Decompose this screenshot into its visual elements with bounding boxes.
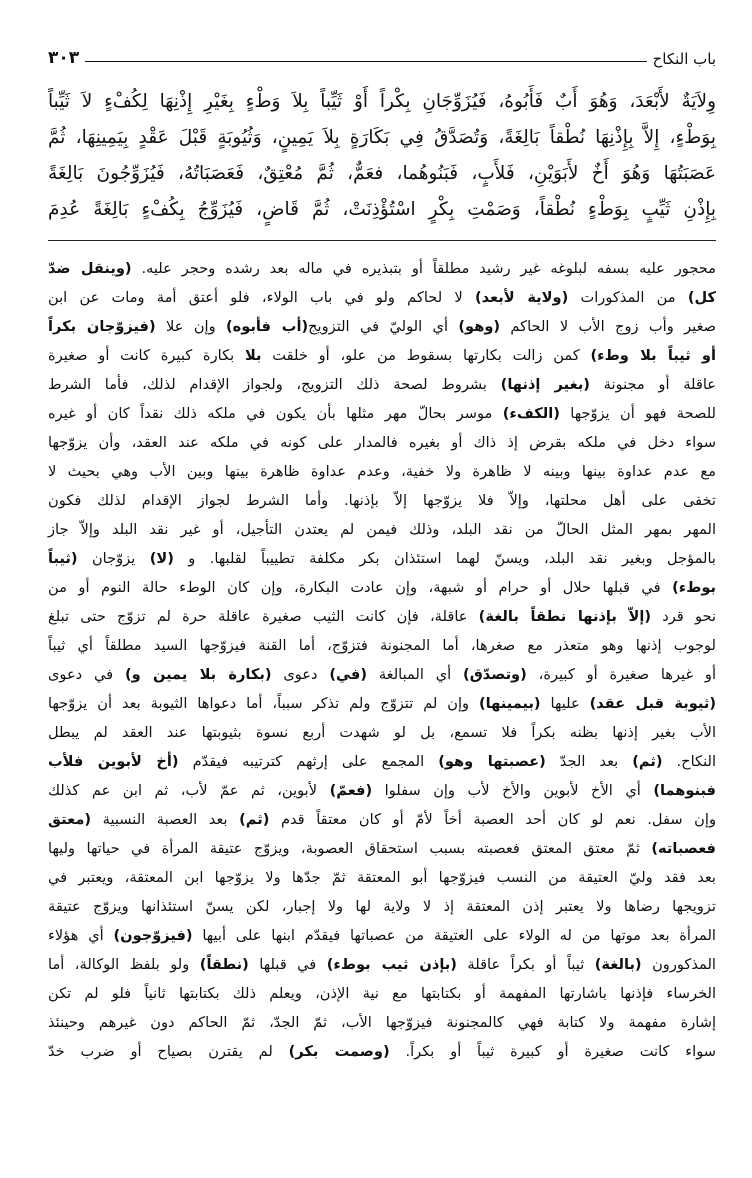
quoted-main-text: (فيزوّجون) [113, 927, 193, 944]
main-text-line: بِوَطْءٍ، إِلاَّ بِإِذْنِهَا نُطْقاً بَالِغَةً، وَتُصَدَّقُ فِي بَكَارَةٍ بِلاَ يَمِينٍ، وَثُيُوبَةٍ قَبْلَ عَقْدٍ بِيَمِينِهَا، ثُمَّ [48, 127, 716, 148]
commentary-segment: مع عدم عداوة بينها وبينه لا ظاهرة ولا خفية، وعدم عداوة ظاهرة بينها وبين الأب وهي بحيث لا [48, 463, 716, 480]
commentary-segment: المرأة بعد موتها من له الولاء على العتيقة من عصباتها فيقدّم ابنها على أبيها [192, 927, 716, 944]
quoted-main-text: (بكارة بلا يمين و) [124, 666, 272, 683]
commentary-segment: في دعوى [48, 666, 125, 683]
commentary-segment: أو غيرها صغيرة أو كبيرة، [526, 666, 717, 683]
commentary-line [48, 892, 716, 921]
quoted-main-text: (فعمّ) [329, 782, 373, 799]
quoted-main-text: (الكفء) [502, 405, 560, 422]
quoted-main-text: أو ثيباً بلا وطء) [590, 347, 716, 364]
quoted-main-text: (ثيوبة قبل عقد) [589, 695, 716, 712]
commentary-segment: المهر بمهر المثل الحالّ من نقد البلد، وذلك فيمن لم يعتدن التأجيل، أو غير نقد البلد وإلاّ جاز [48, 521, 716, 538]
commentary-segment: بكارة كبيرة كانت أو صغيرة [48, 347, 245, 364]
commentary-line [48, 747, 716, 776]
main-text [48, 84, 716, 228]
commentary-segment: ثمّ معتق المعتق فعصبته بسبب استحقاق العصوبة، ويزوّج عتيقة المرأة في حياتها وليها [48, 840, 652, 857]
quoted-main-text: (وتصدّق) [463, 666, 527, 683]
commentary-line [48, 602, 716, 631]
commentary-segment: عاقلة أو مجنونة [589, 376, 716, 393]
commentary-text [48, 254, 716, 1066]
commentary-line [48, 805, 716, 834]
quoted-main-text: (فيزوّجان بكراً [48, 318, 156, 335]
commentary-segment: وإن لم تتزوّج ولم تذكر سبباً، أما دعواها الثيوبة بعد أن يزوّجها [48, 695, 480, 712]
commentary-segment: بالمؤجل وبغير نقد البلد، ويسنّ لهما استئذان بكر مكلفة تطييباً لقلبها. و [173, 550, 716, 567]
commentary-segment: سواء كانت صغيرة أو كبيرة ثيباً أو بكراً. [389, 1043, 716, 1060]
commentary-segment: النكاح. [662, 753, 717, 770]
quoted-main-text: فبنوهما) [653, 782, 716, 799]
header-rule [85, 61, 646, 62]
quoted-main-text: (ولاية لأبعد) [474, 289, 569, 306]
commentary-line [48, 863, 716, 892]
commentary-segment: دعوى [271, 666, 330, 683]
commentary-line [48, 834, 716, 863]
quoted-main-text: (في) [329, 666, 368, 683]
commentary-segment: يزوّجان [77, 550, 150, 567]
commentary-segment: بعد الجدّ [545, 753, 633, 770]
commentary-segment: صغير وأب زوج الأب لا الحاكم [500, 318, 717, 335]
commentary-segment: الأب بغير إذنها بظنه بكراً فلا تسمع، بل لو شهدت أربع نسوة بثيوبتها عند العقد لم يبطل [48, 724, 716, 741]
commentary-line [48, 341, 716, 370]
quoted-main-text: فعصباته) [651, 840, 716, 857]
chapter-title: باب النكاح [652, 50, 716, 68]
commentary-segment: في قبلها [248, 956, 327, 973]
quoted-main-text: بلا [244, 347, 262, 364]
commentary-segment: سواء دخل في ملكه بقرض إذ ذاك أو بغيره فالمدار على كونه في ملكه عند العقد، وأن يزوّجها [48, 434, 716, 451]
commentary-line [48, 689, 716, 718]
quoted-main-text: (عصبتها وهو) [438, 753, 546, 770]
commentary-line [48, 428, 716, 457]
commentary-segment: الخرساء فإذنها باشارتها المفهمة أو بكتابتها مع نية الإذن، ويعلم ذلك بكتابتها ثانياً فلو لم تكن [48, 985, 716, 1002]
quoted-main-text: (أخ لأبوين فلأب [48, 753, 179, 770]
commentary-line [48, 254, 716, 283]
quoted-main-text: بوطء) [672, 579, 716, 596]
quoted-main-text: (إلاّ بإذنها نطقاً بالغة) [478, 608, 652, 625]
commentary-segment: من المذكورات [568, 289, 688, 306]
commentary-line [48, 979, 716, 1008]
commentary-segment: لأبوين، ثم عمّ لأب، ثم ابن عم كذلك [48, 782, 330, 799]
quoted-main-text: (ثم) [632, 753, 663, 770]
main-text-line: عَصَبَتُهَا وَهُوَ أَخٌ لأَبَوَيْنِ، فَلأَبٍ، فَبَنُوهُما، فعَمٌّ، ثُمَّ مُعْتِقٌ، فَعَصَبَاتُهُ، فَيُزَوِّجُونَ بَالِغَةً [48, 163, 716, 184]
page-number: ٣٠٣ [48, 48, 80, 68]
commentary-line [48, 921, 716, 950]
commentary-segment: ثيباً أو بكراً عاقلة [456, 956, 595, 973]
quoted-main-text: (بغير إذنها) [500, 376, 590, 393]
quoted-main-text: (وينقل ضدّ [48, 260, 132, 277]
commentary-line [48, 776, 716, 805]
commentary-segment: موسر بحالّ مهر مثلها بأن يكون في ملكه ذلك نقداً كان أو غيره [48, 405, 503, 422]
commentary-segment: وإن علا [155, 318, 227, 335]
commentary-line [48, 457, 716, 486]
commentary-segment: تزويجها رضاها ولا يعتبر إذن المعتقة إذ لا ولاية لها ولا إجبار، لكن يسنّ استئذانها ويزوّج عتيقة [48, 898, 716, 915]
commentary-segment: للصحة فهو أن يزوّجها [559, 405, 716, 422]
quoted-main-text: (بالغة) [594, 956, 642, 973]
commentary-segment: عليها [540, 695, 590, 712]
commentary-line [48, 544, 716, 573]
commentary-line [48, 631, 716, 660]
commentary-segment: أي الوليّ في التزويج [308, 318, 459, 335]
commentary-segment: نحو قرد [651, 608, 717, 625]
quoted-main-text: كل) [687, 289, 717, 306]
commentary-segment: المذكورون [641, 956, 716, 973]
commentary-segment: إشارة مفهمة ولا كتابة فهي كالمجنونة فيزوّجها الأب، ثمّ الجدّ، ثمّ الحاكم دون غيرهم وحينئذ [48, 1014, 716, 1031]
commentary-line [48, 573, 716, 602]
commentary-segment: بعد فقد وليّ العتيقة من النسب فيزوّجها أبو المعتقة ثمّ جدّها ولا يزوّجها ابن المعتقة، ويعتبر في [48, 869, 716, 886]
quoted-main-text: (أب فأبوه) [226, 318, 309, 335]
quoted-main-text: (وهو) [458, 318, 501, 335]
commentary-segment: تخفى على أهل محلتها، وإلاّ فلا يزوّجها إلاّ بإذنها. وأما الشرط لجواز الإقدام لذلك فكون [48, 492, 716, 509]
running-header [48, 42, 716, 68]
commentary-segment: أي الأخ لأبوين والأخ لأب وإن سفلوا [372, 782, 654, 799]
commentary-segment: عاقلة، فإن كانت الثيب صغيرة عاقلة حرة لم تزوّج حتى تبلغ [48, 608, 479, 625]
commentary-line [48, 515, 716, 544]
commentary-line [48, 718, 716, 747]
quoted-main-text: (نطقاً) [199, 956, 249, 973]
commentary-line [48, 486, 716, 515]
commentary-segment: المجمع على إرثهم كترتيبه فيقدّم [178, 753, 439, 770]
commentary-segment: لا لحاكم ولو في باب الولاء، فلو أعتق أمة ومات عن ابن [48, 289, 475, 306]
commentary-segment: وإن سفل. نعم لو كان أحد العصبة أخاً لأمّ أو كان معتقاً قدم [269, 811, 716, 828]
commentary-line [48, 312, 716, 341]
commentary-line [48, 950, 716, 979]
commentary-segment: أي هؤلاء [48, 927, 114, 944]
commentary-line [48, 1008, 716, 1037]
commentary-segment: بعد العصبة النسبية [91, 811, 240, 828]
quoted-main-text: (معتق [48, 811, 92, 828]
commentary-line [48, 660, 716, 689]
commentary-segment: في قبلها حلال أو حرام أو شبهة، وإن عادت البكارة، وإن كان الوطء حالة النوم أو من [48, 579, 673, 596]
commentary-line [48, 399, 716, 428]
commentary-line [48, 1037, 716, 1066]
quoted-main-text: (بإذن ثيب بوطء) [326, 956, 457, 973]
quoted-main-text: (لا) [149, 550, 174, 567]
quoted-main-text: (ثيباً [48, 550, 78, 567]
commentary-segment: ولو بلفظ الوكالة، أما [48, 956, 200, 973]
main-text-line: بِإِذْنِ ثَيِّبٍ بِوَطْءٍ نُطْقاً، وَصَمْتِ بِكْرٍ اسْتُؤْذِنَتْ، ثُمَّ قَاضٍ، فَيُزَوِّجُ بِكُفْءٍ بَالِغَةً عُدِمَ [48, 199, 716, 220]
commentary-segment: كمن زالت بكارتها بسقوط من علو، أو خلقت [261, 347, 591, 364]
commentary-line [48, 283, 716, 312]
commentary-segment: أي المبالغة [367, 666, 464, 683]
quoted-main-text: (بيمينها) [479, 695, 541, 712]
commentary-segment: محجور عليه بسفه لبلوغه غير رشيد مطلقاً أو بتبذيره في ماله بعد رشده وحجر عليه. [131, 260, 716, 277]
quoted-main-text: (وصمت بكر) [288, 1043, 390, 1060]
commentary-segment: بشروط لصحة ذلك التزويج، ولجواز الإقدام لذلك، فأما الشرط [48, 376, 501, 393]
main-text-line: وِلاَيَةٌ لأَبْعَدَ، وَهُوَ أَبٌ فَأَبُوهُ، فَيُزَوِّجَانِ بِكْراً أَوْ ثَيِّباً بِلاَ وَطْءٍ بِغَيْرِ إِذْنِهَا لِكُفْءٍ لاَ ثَيِّباً [48, 91, 716, 112]
quoted-main-text: (ثم) [239, 811, 270, 828]
commentary-segment: لم يقترن بصياح أو ضرب خدّ [48, 1043, 289, 1060]
commentary-line [48, 370, 716, 399]
footnote-separator [48, 240, 716, 241]
commentary-segment: لوجوب إذنها وهو متعذر مع صغرها، أما المجنونة فتزوّج، أما القنة فيزوّجها السيد مطلقاً أي ثيباً [48, 637, 716, 654]
